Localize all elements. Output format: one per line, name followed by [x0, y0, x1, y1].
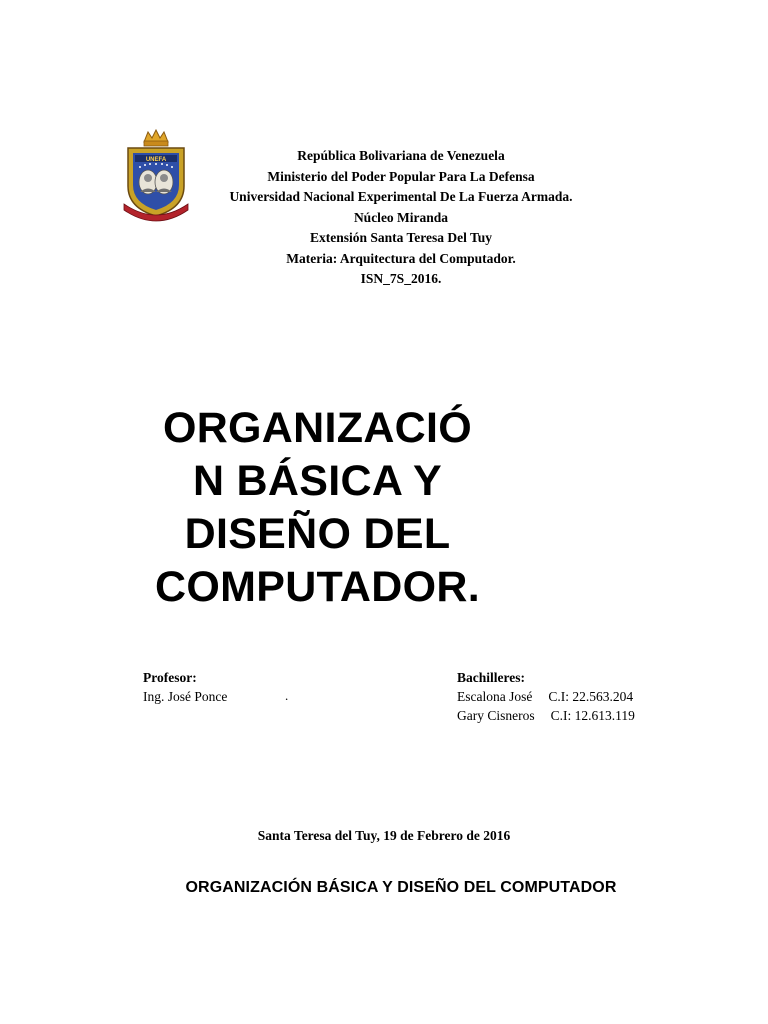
professor-block	[143, 668, 227, 706]
student-name: Escalona José	[457, 689, 533, 704]
student-id: C.I: 22.563.204	[548, 689, 634, 704]
student-row	[457, 687, 635, 706]
students-block	[457, 668, 635, 725]
header-line-university: Universidad Nacional Experimental De La Fuerza Armada.	[229, 189, 573, 204]
header-line-subject: Materia: Arquitectura del Computador.	[286, 250, 516, 266]
title-line-4: COMPUTADOR.	[155, 563, 480, 611]
document-title	[140, 402, 495, 614]
institution-header	[170, 146, 632, 290]
title-line-3: DISEÑO DEL	[184, 510, 451, 558]
title-line-2: N BÁSICA Y	[192, 457, 443, 505]
student-row	[457, 706, 635, 725]
logo-text: UNEFA	[145, 157, 167, 163]
students-heading: Bachilleres:	[457, 670, 525, 685]
professor-heading: Profesor:	[143, 670, 197, 685]
stray-period: .	[285, 688, 289, 703]
header-line-ministry: Ministerio del Poder Popular Para La Defensa	[267, 168, 535, 184]
header-line-nucleus: Núcleo Miranda	[353, 209, 449, 225]
place-date-line: Santa Teresa del Tuy, 19 de Febrero de 2016	[257, 828, 511, 843]
student-name: Gary Cisneros	[457, 708, 535, 723]
student-id: C.I: 12.613.119	[550, 708, 635, 723]
header-line-section: ISN_7S_2016.	[360, 271, 442, 286]
professor-name: Ing. José Ponce	[143, 689, 228, 704]
header-line-extension: Extensión Santa Teresa Del Tuy	[309, 230, 493, 245]
section-heading: ORGANIZACIÓN BÁSICA Y DISEÑO DEL COMPUTADOR	[185, 879, 617, 896]
header-line-country: República Bolivariana de Venezuela	[297, 148, 505, 163]
title-line-1: ORGANIZACIÓ	[162, 404, 473, 452]
